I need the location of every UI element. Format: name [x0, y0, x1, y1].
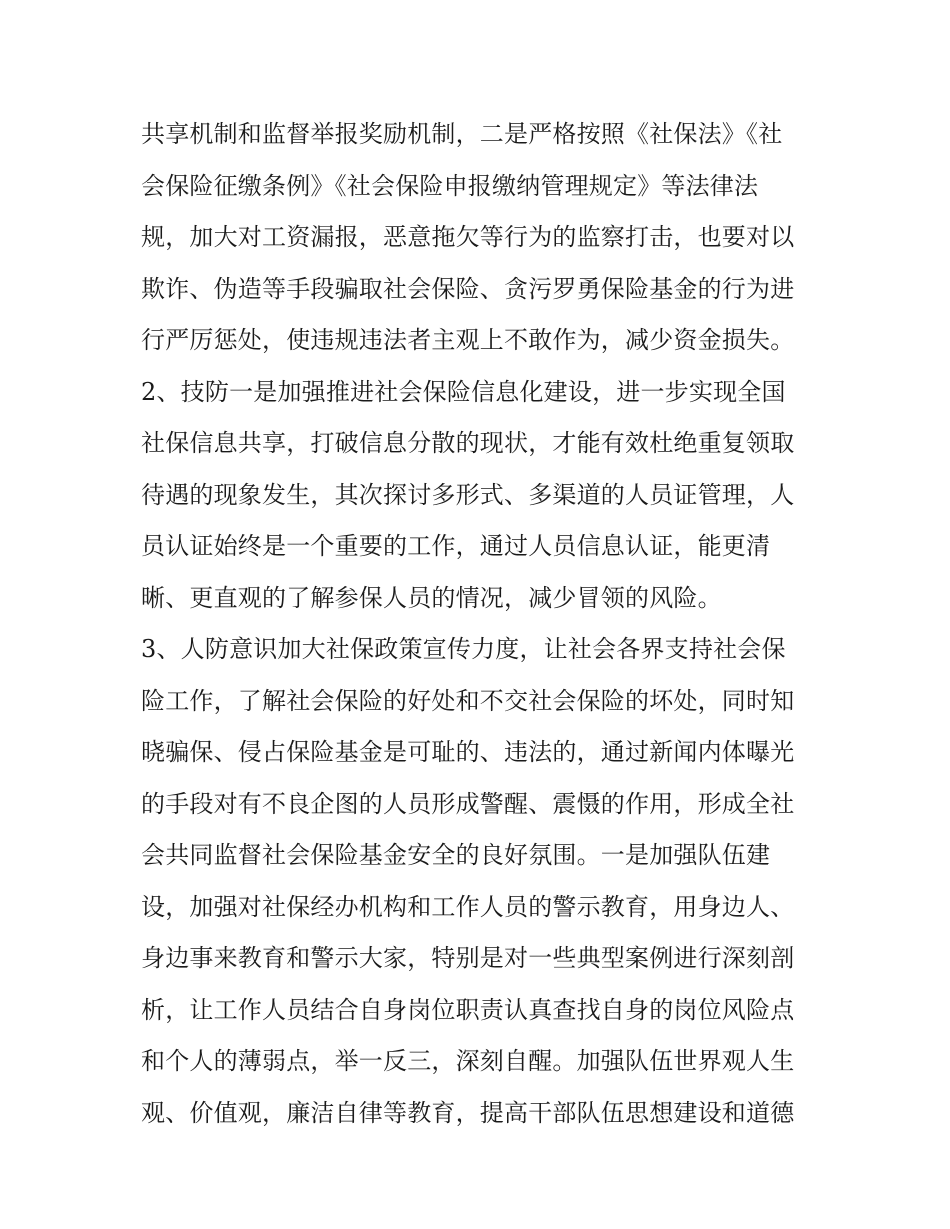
document-body: [141, 109, 821, 1139]
text-line-2: 会保险征缴条例》《社会保险申报缴纳管理规定》等法律法: [141, 171, 759, 200]
text-line-8: 待遇的现象发生，其次探讨多形式、多渠道的人员证管理，人: [141, 480, 795, 509]
text-line-12: 险工作，了解社会保险的好处和不交社会保险的坏处，同时知: [141, 686, 795, 715]
text-line-15: 会共同监督社会保险基金安全的良好氛围。一是加强队伍建: [141, 841, 771, 869]
text-line-5: 行严厉惩处，使违规违法者主观上不敢作为，减少资金损失。: [141, 326, 795, 354]
text-line-18: 析，让工作人员结合自身岗位职责认真查找自身的岗位风险点: [141, 995, 795, 1024]
text-line-17: 身边事来教育和警示大家，特别是对一些典型案例进行深刻剖: [141, 944, 795, 972]
text-line-7: 社保信息共享，打破信息分散的现状，才能有效杜绝重复领取: [141, 429, 795, 457]
text-line-6: 2、技防一是加强推进社会保险信息化建设，进一步实现全国: [141, 377, 786, 406]
text-line-10: 晰、更直观的了解参保人员的情况，减少冒领的风险。: [141, 583, 722, 612]
text-line-4: 欺诈、伪造等手段骗取社会保险、贪污罗勇保险基金的行为进: [141, 274, 795, 303]
text-line-20: 观、价值观，廉洁自律等教育，提高干部队伍思想建设和道德: [141, 1098, 795, 1127]
text-line-3: 规，加大对工资漏报，恶意拖欠等行为的监察打击，也要对以: [141, 223, 795, 251]
text-line-11: 3、人防意识加大社保政策宣传力度，让社会各界支持社会保: [141, 635, 786, 663]
text-line-14: 的手段对有不良企图的人员形成警醒、震慑的作用，形成全社: [141, 789, 795, 818]
text-line-13: 晓骗保、侵占保险基金是可耻的、违法的，通过新闻内体曝光: [141, 738, 795, 766]
text-line-16: 设，加强对社保经办机构和工作人员的警示教育，用身边人、: [141, 892, 795, 921]
text-line-1: 共享机制和监督举报奖励机制，二是严格按照《社保法》《社: [141, 120, 783, 148]
text-line-9: 员认证始终是一个重要的工作，通过人员信息认证，能更清: [141, 532, 771, 560]
text-line-19: 和个人的薄弱点，举一反三，深刻自醒。加强队伍世界观人生: [141, 1047, 795, 1075]
